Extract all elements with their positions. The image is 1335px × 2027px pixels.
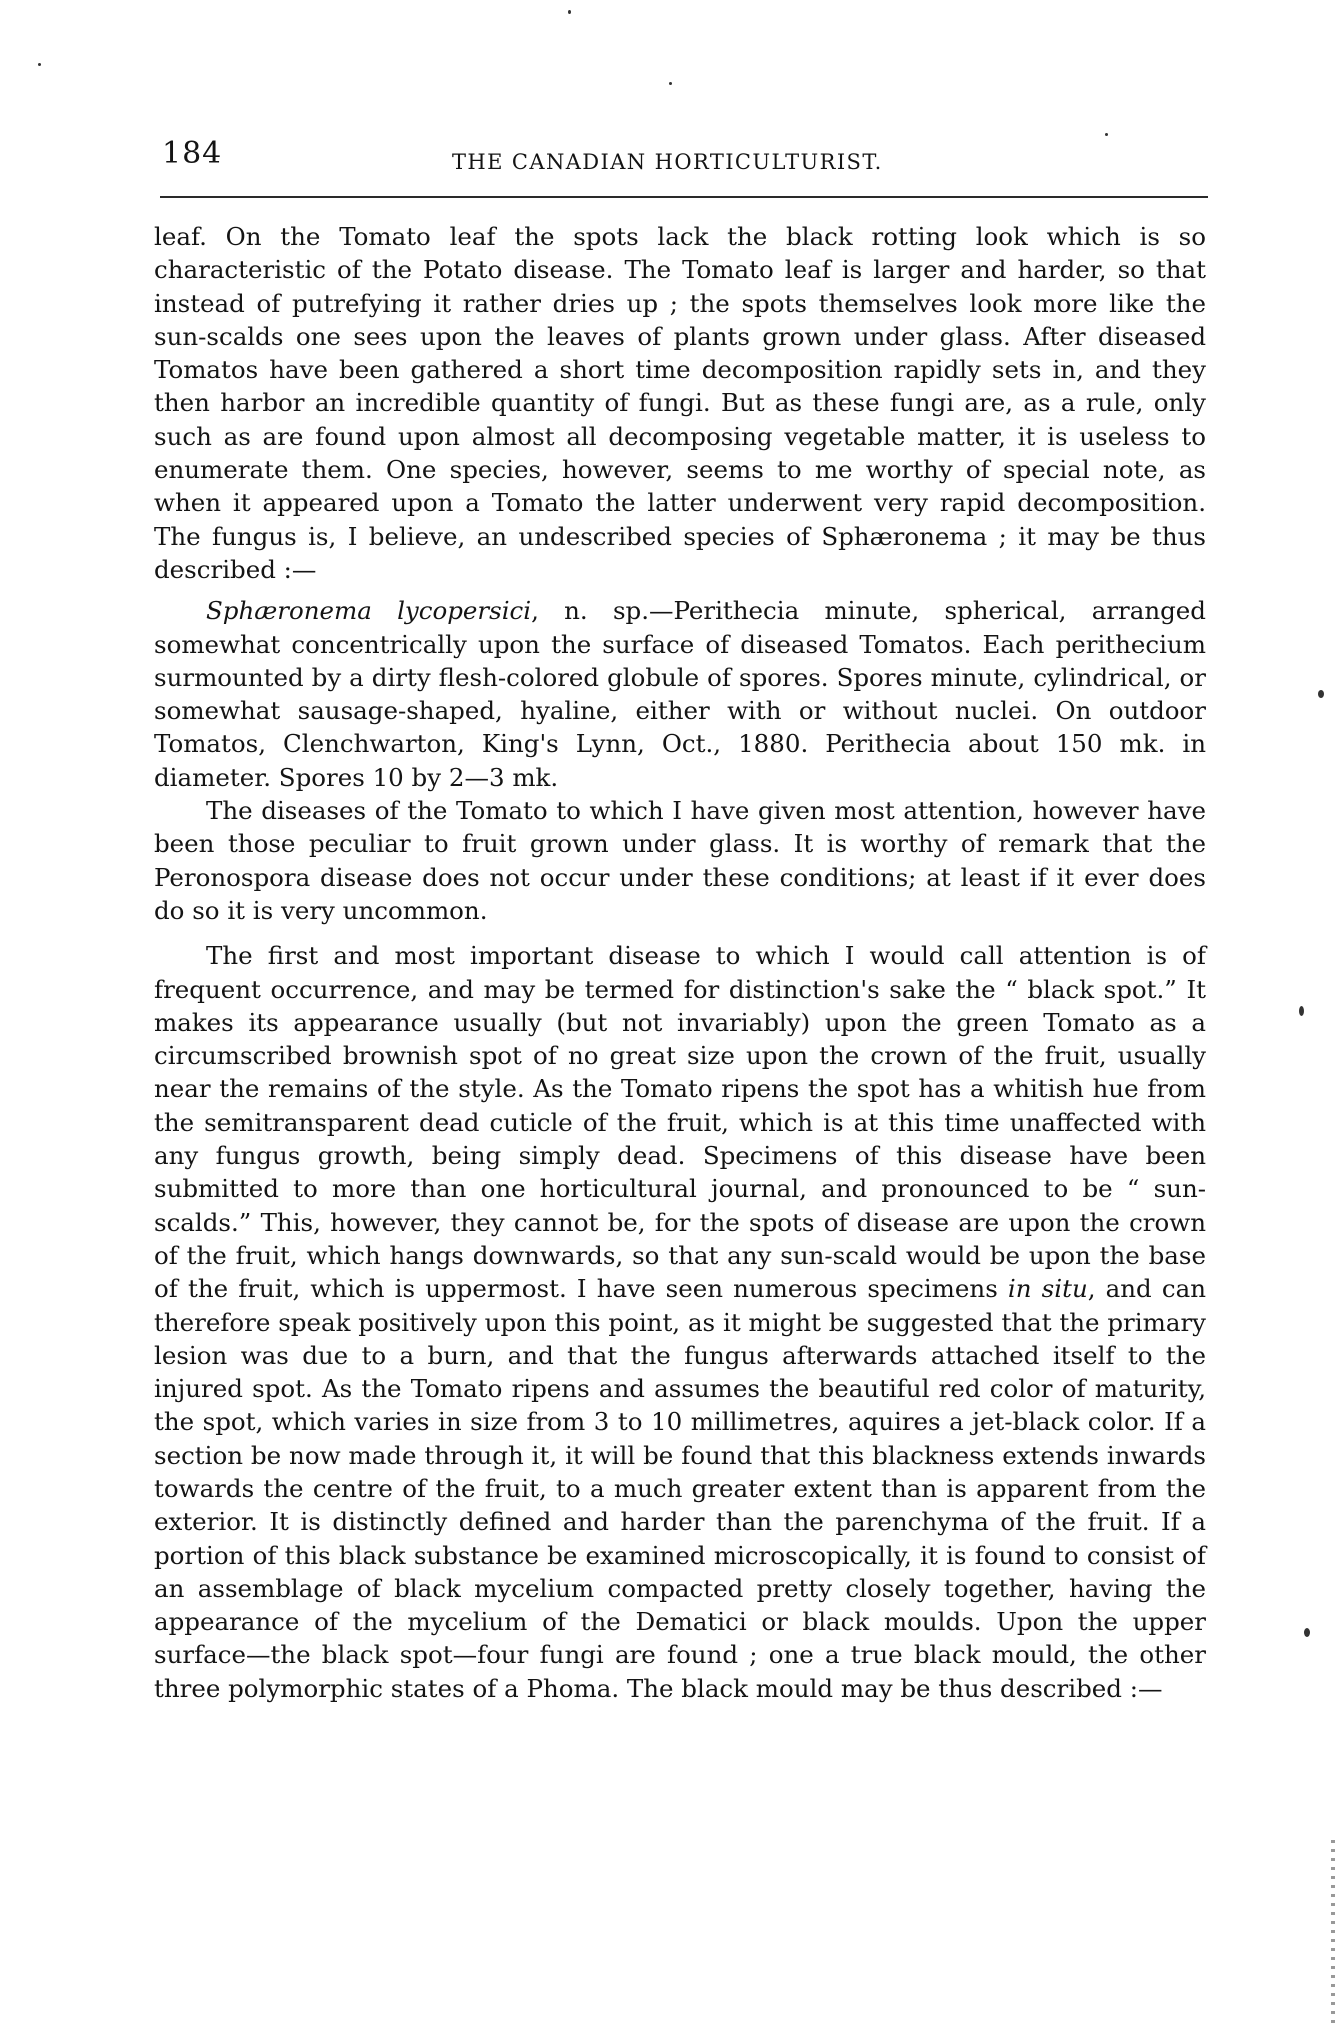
scan-speck	[1105, 133, 1108, 136]
species-description: , n. sp.—Perithecia minute, spherical, arranged somewhat concentrically upon the surface of diseased Tomatos. Each perithecium surmounted by a dirty flesh-colored globule of spores. Spores minute, cylindrical, or somewhat sausage-shaped, hyaline, either with or without nuclei. On outdoor Tomatos, Clenchwarton, King's Lynn, Oct., 1880. Perithecia about 150 mk. in diameter. Spores 10 by 2—3 mk.	[154, 596, 1206, 792]
paragraph-2	[154, 594, 1206, 794]
in-situ-term: in situ	[1007, 1274, 1088, 1304]
scan-speck	[1318, 690, 1324, 698]
header-rule	[160, 196, 1208, 198]
scan-speck	[1304, 1628, 1310, 1637]
page-number: 184	[162, 136, 223, 171]
scan-speck	[38, 63, 41, 66]
paragraph-3: The diseases of the Tomato to which I have given most attention, however have been those peculiar to fruit grown under glass. It is worthy of remark that the Peronospora disease does not occur under these conditions; at least if it ever does do so it is very uncommon.	[154, 796, 1206, 925]
body-text	[154, 220, 1206, 1705]
paragraph-4-part-b: , and can therefore speak positively upon this point, as it might be suggested that the primary lesion was due to a burn, and that the fungus afterwards attached itself to the injured spot. As the Tomato ripens and assumes the beautiful red color of maturity, the spot, which varies in size from 3 to 10 millimetres, aquires a jet-black color. If a section be now made through it, it will be found that this blackness extends inwards towards the centre of the fruit, to a much greater extent than is apparent from the exterior. It is distinctly defined and harder than the parenchyma of the fruit. If a portion of this black substance be examined microscopically, it is found to consist of an assemblage of black mycelium compacted pretty closely together, having the appearance of the mycelium of the Dematici or black moulds. Upon the upper surface—the black spot—four fungi are found ; one a true black mould, the other three polymorphic states of a Phoma. The black mould may be thus described :—	[154, 1274, 1206, 1703]
scan-edge-noise	[1331, 1840, 1335, 2027]
running-title: THE CANADIAN HORTICULTURIST.	[452, 150, 883, 174]
species-name: Sphæronema lycopersici	[206, 596, 532, 626]
scan-speck	[669, 82, 672, 85]
scan-speck	[1299, 1006, 1304, 1016]
paragraph-4	[154, 939, 1206, 1705]
paragraph-1: leaf. On the Tomato leaf the spots lack the black rotting look which is so characteristic of the Potato disease. The Tomato leaf is larger and harder, so that instead of putrefying it rather dries up ; the spots themselves look more like the sun-scalds one sees upon the leaves of plants grown under glass. After diseased Tomatos have been gathered a short time decomposition rapidly sets in, and they then harbor an incredible quantity of fungi. But as these fungi are, as a rule, only such as are found upon almost all decomposing vegetable matter, it is useless to enumerate them. One species, however, seems to me worthy of special note, as when it appeared upon a Tomato the latter underwent very rapid decomposition. The fungus is, I believe, an undescribed species of Sphæronema ; it may be thus described :—	[154, 222, 1206, 584]
paragraph-4-part-a: The first and most important disease to which I would call attention is of frequent occurrence, and may be termed for distinction's sake the “ black spot.” It makes its appearance usually (but not invariably) upon the green Tomato as a circumscribed brownish spot of no great size upon the crown of the fruit, usually near the remains of the style. As the Tomato ripens the spot has a whitish hue from the semitransparent dead cuticle of the fruit, which is at this time unaffected with any fungus growth, being simply dead. Specimens of this disease have been submitted to more than one horticultural journal, and pronounced to be “ sun-scalds.” This, however, they cannot be, for the spots of disease are upon the crown of the fruit, which hangs downwards, so that any sun-scald would be upon the base of the fruit, which is uppermost. I have seen numerous specimens	[154, 941, 1206, 1304]
scan-speck	[568, 10, 571, 14]
